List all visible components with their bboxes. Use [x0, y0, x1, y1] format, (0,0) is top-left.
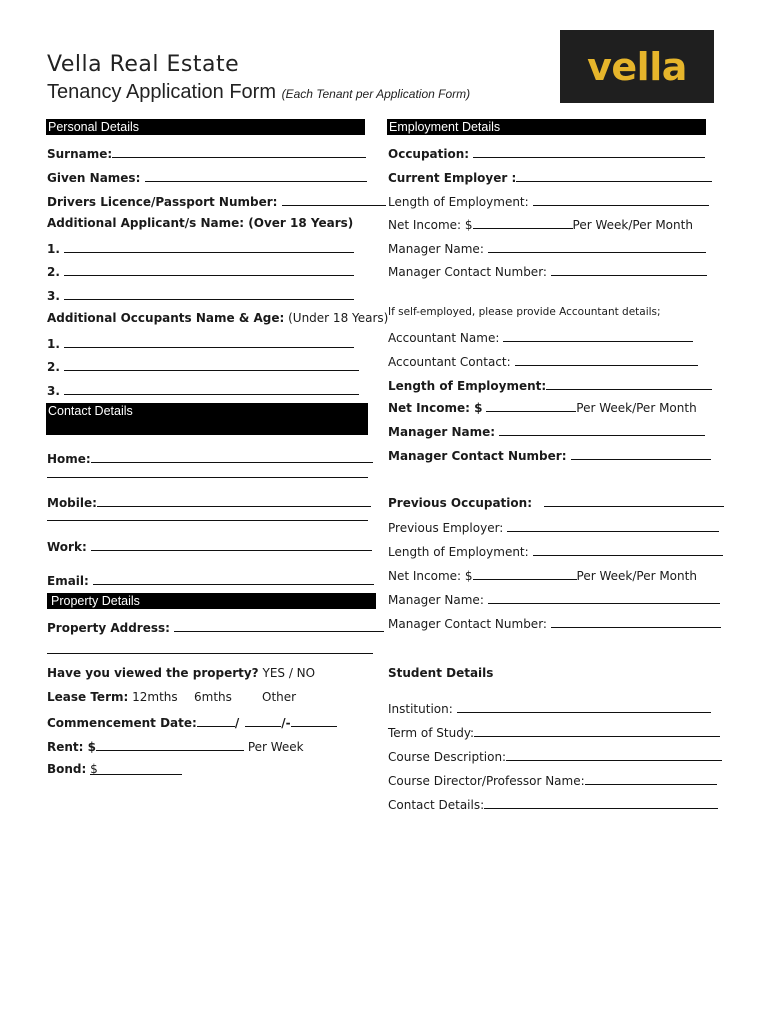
net-income-line[interactable] — [473, 216, 573, 229]
viewed-options[interactable]: YES / NO — [262, 666, 316, 680]
given-names-field[interactable] — [47, 169, 367, 185]
applicant-1-num: 1. — [47, 242, 60, 256]
director-field[interactable] — [388, 772, 717, 788]
manager-contact-label: Manager Contact Number: — [388, 265, 547, 279]
lease-term-label: Lease Term: — [47, 690, 129, 704]
occupant-3-line[interactable] — [64, 382, 359, 395]
applicant-2-field[interactable] — [47, 263, 354, 279]
form-title — [47, 81, 470, 104]
applicant-1-line[interactable] — [64, 240, 354, 253]
student-contact-line[interactable] — [484, 796, 718, 809]
applicant-2-num: 2. — [47, 265, 60, 279]
surname-label: Surname: — [47, 147, 113, 161]
email-label: Email: — [47, 574, 89, 588]
mobile-line-2[interactable] — [47, 520, 368, 521]
applicant-2-line[interactable] — [64, 263, 354, 276]
institution-field[interactable] — [388, 700, 711, 716]
prev-length-field[interactable] — [388, 543, 723, 559]
occupation-line[interactable] — [473, 145, 705, 158]
prev-occupation-field[interactable] — [388, 494, 724, 510]
contact-details-heading: Contact Details — [46, 403, 368, 435]
occupant-2-line[interactable] — [64, 358, 359, 371]
se-manager-contact-label: Manager Contact Number: — [388, 449, 567, 463]
se-net-income-period: Per Week/Per Month — [576, 401, 697, 415]
prev-employer-field[interactable] — [388, 519, 719, 535]
work-line[interactable] — [91, 538, 372, 551]
se-manager-name-line[interactable] — [499, 423, 705, 436]
se-length-field[interactable] — [388, 377, 712, 393]
given-names-label: Given Names: — [47, 171, 141, 185]
licence-line[interactable] — [282, 193, 386, 206]
property-address-line[interactable] — [174, 619, 384, 632]
accountant-name-field[interactable] — [388, 329, 693, 345]
home-label: Home: — [47, 452, 91, 466]
bond-line[interactable] — [90, 762, 182, 775]
rent-line[interactable] — [96, 738, 244, 751]
course-field[interactable] — [388, 748, 722, 764]
prev-manager-contact-line[interactable] — [551, 615, 721, 628]
institution-line[interactable] — [457, 700, 711, 713]
prev-employer-label: Previous Employer: — [388, 521, 504, 535]
mobile-field[interactable] — [47, 494, 371, 510]
commencement-year-line[interactable] — [291, 714, 337, 727]
student-contact-field[interactable] — [388, 796, 718, 812]
occupants-heading — [47, 311, 388, 325]
se-length-label: Length of Employment: — [388, 379, 547, 393]
accountant-contact-line[interactable] — [515, 353, 698, 366]
prev-occupation-line[interactable] — [544, 494, 724, 507]
se-net-income-field[interactable] — [388, 399, 697, 415]
occupant-2-field[interactable] — [47, 358, 359, 374]
occupant-3-num: 3. — [47, 384, 60, 398]
prev-net-income-line[interactable] — [473, 567, 577, 580]
occupation-field[interactable] — [388, 145, 705, 161]
given-names-line[interactable] — [145, 169, 367, 182]
mobile-line[interactable] — [97, 494, 371, 507]
current-employer-label: Current Employer : — [388, 171, 517, 185]
home-line[interactable] — [91, 450, 373, 463]
home-line-2[interactable] — [47, 477, 368, 478]
work-label: Work: — [47, 540, 87, 554]
commencement-day-line[interactable] — [197, 714, 235, 727]
company-name: Vella Real Estate — [47, 52, 240, 77]
applicant-3-field[interactable] — [47, 287, 354, 303]
occupant-3-field[interactable] — [47, 382, 359, 398]
bond-field[interactable] — [47, 762, 182, 776]
email-field[interactable] — [47, 572, 374, 588]
accountant-contact-field[interactable] — [388, 353, 698, 369]
occupant-1-field[interactable] — [47, 335, 354, 351]
director-line[interactable] — [585, 772, 717, 785]
property-address-field[interactable] — [47, 619, 384, 635]
prev-occupation-label: Previous Occupation: — [388, 496, 532, 510]
surname-line[interactable] — [112, 145, 366, 158]
manager-name-line[interactable] — [488, 240, 706, 253]
licence-label: Drivers Licence/Passport Number: — [47, 195, 278, 209]
prev-manager-contact-field[interactable] — [388, 615, 721, 631]
lease-other-option[interactable]: Other — [262, 690, 297, 704]
se-length-line[interactable] — [546, 377, 712, 390]
rent-label: Rent: $ — [47, 740, 96, 754]
surname-field[interactable] — [47, 145, 366, 161]
length-employment-label: Length of Employment: — [388, 195, 529, 209]
term-label: Term of Study: — [388, 726, 475, 740]
bond-dollar: $ — [90, 762, 98, 776]
manager-name-field[interactable] — [388, 240, 706, 256]
accountant-name-label: Accountant Name: — [388, 331, 500, 345]
term-field[interactable] — [388, 724, 720, 740]
commencement-field[interactable] — [47, 714, 337, 730]
prev-manager-contact-label: Manager Contact Number: — [388, 617, 547, 631]
student-details-heading: Student Details — [388, 666, 494, 680]
occupants-label: Additional Occupants Name & Age: — [47, 311, 285, 325]
occupant-1-line[interactable] — [64, 335, 354, 348]
occupant-2-num: 2. — [47, 360, 60, 374]
prev-manager-name-label: Manager Name: — [388, 593, 484, 607]
work-field[interactable] — [47, 538, 372, 554]
property-details-heading: Property Details — [47, 593, 376, 609]
prev-employer-line[interactable] — [507, 519, 719, 532]
term-line[interactable] — [474, 724, 720, 737]
se-net-income-label: Net Income: $ — [388, 401, 483, 415]
form-title-note: (Each Tenant per Application Form) — [281, 87, 471, 101]
rent-field[interactable] — [47, 738, 304, 754]
se-manager-name-field[interactable] — [388, 423, 705, 439]
current-employer-field[interactable] — [388, 169, 712, 185]
date-separator-1: / — [234, 716, 240, 730]
length-employment-line[interactable] — [533, 193, 709, 206]
occupants-note: (Under 18 Years) — [288, 311, 389, 325]
net-income-field[interactable] — [388, 216, 693, 232]
manager-name-label: Manager Name: — [388, 242, 484, 256]
applicant-1-field[interactable] — [47, 240, 354, 256]
property-address-label: Property Address: — [47, 621, 170, 635]
employment-details-heading: Employment Details — [387, 119, 706, 135]
course-label: Course Description: — [388, 750, 507, 764]
lease-term-field[interactable] — [47, 690, 178, 704]
viewed-label: Have you viewed the property? — [47, 666, 259, 680]
email-line[interactable] — [93, 572, 374, 585]
occupation-label: Occupation: — [388, 147, 470, 161]
net-income-period: Per Week/Per Month — [572, 218, 693, 232]
applicant-3-line[interactable] — [64, 287, 354, 300]
manager-contact-field[interactable] — [388, 263, 707, 279]
se-net-income-line[interactable] — [486, 399, 576, 412]
lease-12-option[interactable]: 12mths — [132, 690, 178, 704]
se-manager-contact-line[interactable] — [571, 447, 711, 460]
length-employment-field[interactable] — [388, 193, 709, 209]
form-title-text: Tenancy Application Form — [47, 81, 277, 103]
personal-details-heading: Personal Details — [46, 119, 365, 135]
commencement-label: Commencement Date: — [47, 716, 197, 730]
rent-per-week: Per Week — [247, 740, 304, 754]
director-label: Course Director/Professor Name: — [388, 774, 585, 788]
viewed-field[interactable] — [47, 666, 315, 680]
date-separator-2: /- — [281, 716, 291, 730]
licence-field[interactable] — [47, 193, 386, 209]
commencement-month-line[interactable] — [245, 714, 281, 727]
occupant-1-num: 1. — [47, 337, 60, 351]
student-contact-label: Contact Details: — [388, 798, 485, 812]
course-line[interactable] — [506, 748, 722, 761]
prev-net-income-field[interactable] — [388, 567, 697, 583]
current-employer-line[interactable] — [516, 169, 712, 182]
lease-6-option[interactable]: 6mths — [194, 690, 232, 704]
logo-text: vella — [587, 44, 687, 89]
se-manager-name-label: Manager Name: — [388, 425, 496, 439]
mobile-label: Mobile: — [47, 496, 97, 510]
accountant-contact-label: Accountant Contact: — [388, 355, 511, 369]
se-manager-contact-field[interactable] — [388, 447, 711, 463]
prev-length-label: Length of Employment: — [388, 545, 529, 559]
vella-logo — [560, 30, 714, 103]
prev-manager-name-line[interactable] — [488, 591, 720, 604]
institution-label: Institution: — [388, 702, 453, 716]
prev-length-line[interactable] — [533, 543, 723, 556]
prev-net-income-period: Per Week/Per Month — [576, 569, 697, 583]
additional-applicants-label: Additional Applicant/s Name: (Over 18 Years) — [47, 216, 354, 230]
applicant-3-num: 3. — [47, 289, 60, 303]
bond-label: Bond: — [47, 762, 87, 776]
prev-manager-name-field[interactable] — [388, 591, 720, 607]
manager-contact-line[interactable] — [551, 263, 707, 276]
net-income-label: Net Income: $ — [388, 218, 473, 232]
prev-net-income-label: Net Income: $ — [388, 569, 473, 583]
property-address-line-2[interactable] — [47, 653, 373, 654]
accountant-name-line[interactable] — [503, 329, 693, 342]
self-employed-note: If self-employed, please provide Accountant details; — [388, 306, 661, 318]
home-field[interactable] — [47, 450, 373, 466]
